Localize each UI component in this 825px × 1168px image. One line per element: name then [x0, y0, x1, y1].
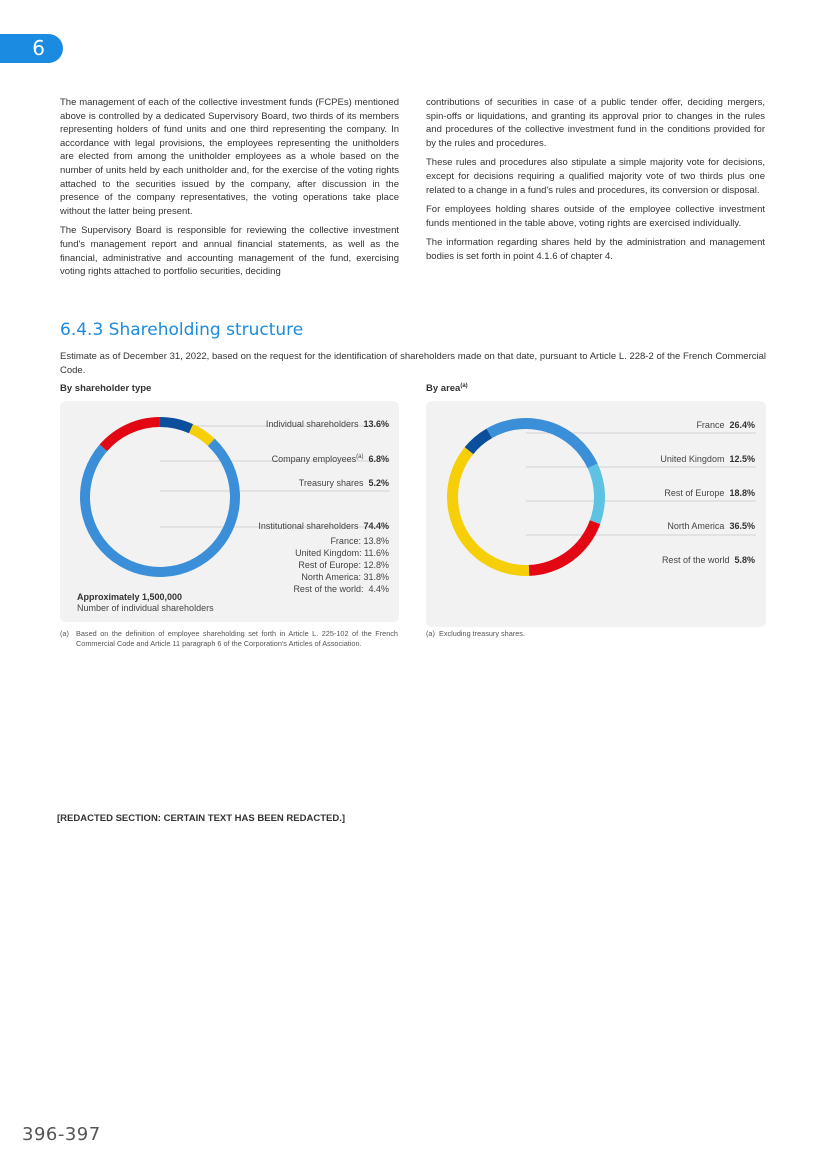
chart-title-shareholder-type: By shareholder type [60, 383, 152, 394]
chart-panel-area [426, 401, 766, 627]
legend-rest-of-europe: Rest of Europe 18.8% [664, 488, 755, 498]
paragraph: contributions of securities in case of a public tender offer, deciding mergers, spin-offs or liquidations, and granting its approval prior to changes in the rules and procedures of the collective investment fund in the conditions provided for by the rules and procedures. [426, 97, 765, 149]
footnote-marker: (a) [60, 629, 69, 638]
footnote-area [426, 629, 525, 639]
paragraph: The management of each of the collective investment funds (FCPEs) mentioned above is controlled by a dedicated Supervisory Board, two thirds of its members representing holders of fund units and one third representing the company. In accordance with legal provisions, the employees representing the unitholders are elected from among the unitholder employees as a whole based on the number of units held by each unitholder and, for the exercise of the voting rights attached to the securities issued by the company, after discussion in the presence of the company representatives, the voting operations take place without the latter being present. [60, 97, 399, 217]
legend-france: France 26.4% [696, 420, 755, 430]
paragraph: These rules and procedures also stipulate a simple majority vote for decisions, except for decisions requiring a qualified majority vote of two thirds plus one related to a change in a fund's rules and procedures, its conversion or disposal. [426, 157, 765, 196]
footnote-text: Based on the definition of employee shareholding set forth in Article L. 225-102 of the French Commercial Code and Article 11 paragraph 6 of the Corporation's Articles of Association. [76, 629, 398, 648]
breakdown-row-rest-of-world: Rest of the world: 4.4% [293, 584, 389, 594]
breakdown-row-rest-of-europe: Rest of Europe: 12.8% [298, 560, 389, 570]
legend-united-kingdom: United Kingdom 12.5% [660, 454, 755, 464]
donut-slice-individual-shareholders [100, 417, 160, 451]
footnote-marker: (a) [460, 383, 468, 389]
paragraph: The information regarding shares held by the administration and management bodies is set forth in point 4.1.6 of chapter 4. [426, 237, 765, 262]
redacted-notice: [REDACTED SECTION: CERTAIN TEXT HAS BEEN REDACTED.] [57, 813, 345, 824]
donut-slice-rest-of-europe [529, 520, 601, 576]
breakdown-row-united-kingdom: United Kingdom: 11.6% [295, 548, 389, 558]
breakdown-row-france: France: 13.8% [330, 536, 389, 546]
legend-individual-shareholders: Individual shareholders 13.6% [265, 419, 389, 429]
legend-rest-of-world: Rest of the world 5.8% [661, 555, 755, 565]
legend-institutional-shareholders: Institutional shareholders 74.4% [258, 521, 389, 531]
footnote-shareholder-type [60, 629, 398, 648]
donut-slice-company-employees [160, 417, 193, 433]
donut-slice-institutional-shareholders [80, 439, 240, 577]
legend-treasury-shares: Treasury shares 5.2% [298, 478, 389, 488]
chart-title-area: By area$^{(a)}$ [426, 383, 468, 395]
donut-slice-united-kingdom [588, 464, 605, 524]
annotation-value: Approximately 1,500,000 [77, 592, 183, 602]
legend-company-employees: Company employees$^{(a)}$ 6.8% [271, 454, 389, 464]
individual-shareholders-annotation [77, 592, 214, 614]
section-intro: Estimate as of December 31, 2022, based on the request for the identification of shareholders made on that date, pursuant to Article L. 228-2 of the French Commercial Code. [60, 351, 766, 376]
donut-slice-north-america [447, 447, 529, 576]
donut-slice-treasury-shares [189, 424, 215, 446]
body-left-column [60, 96, 399, 285]
section-title: 6.4.3 Shareholding structure [60, 320, 304, 340]
institutional-breakdown [293, 535, 389, 595]
legend-north-america: North America 36.5% [667, 521, 755, 531]
donut-slice-rest-of-the-world [465, 429, 492, 455]
chart-panel-shareholder-type [60, 401, 399, 622]
footnote-marker: (a) [356, 454, 364, 460]
body-right-column [426, 96, 765, 270]
paragraph: The Supervisory Board is responsible for reviewing the collective investment fund's management report and annual financial statements, as well as the financial, administrative and accounting management of the fund, exercising voting rights attached to portfolio securities, deciding [60, 225, 399, 278]
breakdown-row-north-america: North America: 31.8% [301, 572, 389, 582]
footnote-text: Excluding treasury shares. [438, 629, 525, 638]
donut-slice-france [487, 418, 598, 468]
footnote-marker: (a) [426, 629, 435, 638]
paragraph: For employees holding shares outside of the employee collective investment funds mentioned in the table above, voting rights are exercised individually. [426, 204, 765, 229]
chapter-tab [0, 34, 63, 63]
chapter-number: 6 [32, 36, 45, 60]
page-number: 396-397 [22, 1124, 101, 1145]
annotation-label: Number of individual shareholders [77, 603, 214, 613]
donut-chart-area [426, 401, 766, 627]
